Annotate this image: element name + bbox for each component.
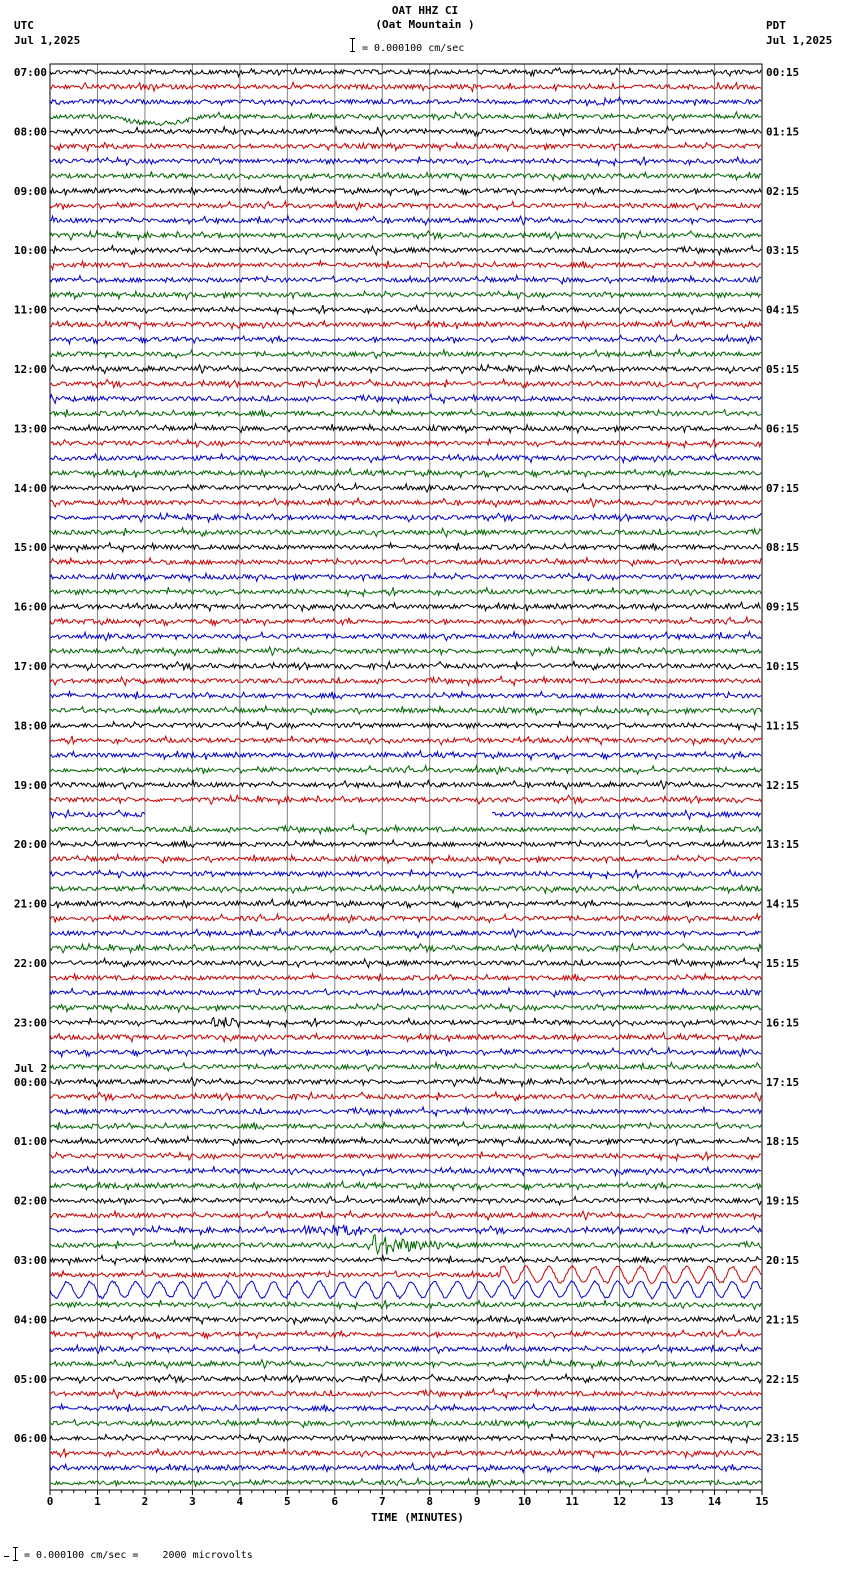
- x-tick-label: 4: [236, 1495, 244, 1508]
- seismic-trace: [50, 1330, 761, 1339]
- seismic-trace: [50, 1434, 761, 1443]
- seismic-trace: [50, 1374, 761, 1383]
- right-hour-label: 08:15: [766, 541, 800, 555]
- seismic-trace: [50, 275, 761, 284]
- seismic-trace: [50, 676, 761, 685]
- scale-label: = 0.000100 cm/sec: [362, 43, 465, 54]
- seismic-trace: [50, 1256, 761, 1265]
- x-tick-label: 2: [141, 1495, 149, 1508]
- left-hour-label: 08:00: [13, 125, 47, 139]
- seismic-trace: [50, 617, 761, 626]
- seismic-trace: [50, 587, 761, 596]
- right-hour-label: 00:15: [766, 66, 800, 79]
- seismic-trace: [50, 454, 761, 463]
- calibration-bar-icon: [4, 1547, 20, 1561]
- right-hour-label: 21:15: [766, 1313, 800, 1327]
- x-tick-label: 10: [518, 1495, 532, 1508]
- x-tick-label: 3: [189, 1495, 196, 1508]
- x-tick-label: 0: [46, 1495, 54, 1508]
- right-hour-label: 23:15: [766, 1432, 800, 1446]
- seismic-trace: [50, 974, 761, 982]
- seismic-trace: [50, 691, 761, 699]
- x-tick-label: 8: [426, 1495, 434, 1508]
- left-hour-label: 10:00: [13, 244, 47, 258]
- seismic-trace: [50, 602, 761, 611]
- seismic-trace: [50, 558, 761, 567]
- seismic-trace: [50, 736, 761, 745]
- seismic-trace: [50, 82, 761, 91]
- seismic-trace: [50, 661, 761, 670]
- right-timezone: PDT: [766, 19, 786, 32]
- seismic-trace: [50, 246, 761, 255]
- left-date: Jul 1,2025: [14, 34, 81, 47]
- right-hour-label: 14:15: [766, 897, 800, 911]
- seismic-trace: [50, 320, 761, 329]
- left-hour-label: 12:00: [13, 363, 47, 376]
- left-hour-label: 22:00: [13, 957, 47, 970]
- station-title: OAT HHZ CI: [391, 4, 459, 17]
- seismic-trace: [50, 1196, 761, 1205]
- seismic-trace: [50, 1166, 761, 1175]
- x-tick-label: 6: [331, 1495, 339, 1508]
- seismic-trace: [50, 958, 761, 967]
- seismic-trace: [50, 899, 761, 908]
- seismic-trace: [50, 1360, 761, 1369]
- seismic-trace: [50, 929, 761, 938]
- seismic-trace: [50, 1235, 761, 1255]
- seismic-trace: [50, 721, 761, 730]
- seismic-trace: [50, 1315, 761, 1324]
- seismic-trace: [50, 1033, 761, 1042]
- seismic-trace: [50, 143, 761, 151]
- x-tick-label: 7: [378, 1495, 386, 1508]
- seismic-trace: [50, 543, 761, 552]
- seismic-trace: [50, 869, 761, 878]
- seismic-trace: [50, 1404, 761, 1412]
- x-axis-label: TIME (MINUTES): [371, 1511, 464, 1524]
- date-change-label: Jul 2: [14, 1061, 48, 1075]
- seismic-trace: [50, 1062, 761, 1071]
- left-timezone: UTC: [14, 19, 34, 32]
- left-hour-label: 00:00: [13, 1075, 47, 1089]
- right-hour-label: 06:15: [766, 422, 800, 436]
- seismic-trace: [50, 647, 761, 656]
- seismic-trace: [50, 884, 761, 893]
- seismic-trace: [50, 1225, 761, 1236]
- seismic-trace: [50, 1211, 761, 1220]
- seismic-trace: [50, 855, 761, 864]
- seismic-trace: [50, 409, 761, 417]
- seismic-trace: [50, 394, 761, 403]
- seismic-trace: [50, 1345, 761, 1354]
- seismic-trace: [50, 469, 761, 478]
- seismic-trace: [50, 1464, 761, 1473]
- seismic-trace: [50, 1181, 761, 1190]
- right-hour-label: 03:15: [766, 244, 800, 258]
- seismic-trace: [50, 766, 761, 775]
- seismic-trace: [50, 573, 761, 581]
- seismic-trace: [50, 379, 761, 388]
- seismic-trace: [50, 112, 761, 126]
- seismic-trace: [50, 483, 761, 492]
- left-hour-label: 09:00: [13, 184, 47, 198]
- right-hour-label: 04:15: [766, 303, 800, 317]
- seismic-trace: [50, 1478, 761, 1487]
- left-hour-label: 19:00: [13, 778, 47, 792]
- left-hour-label: 15:00: [13, 541, 47, 555]
- seismic-trace: [50, 1092, 761, 1101]
- seismic-trace: [50, 528, 761, 537]
- left-hour-label: 07:00: [13, 66, 47, 79]
- right-hour-label: 22:15: [766, 1372, 800, 1386]
- right-hour-label: 10:15: [766, 660, 800, 673]
- x-tick-label: 12: [612, 1495, 627, 1508]
- seismic-trace: [50, 216, 761, 225]
- left-hour-label: 23:00: [13, 1016, 47, 1030]
- seismic-trace: [50, 810, 761, 819]
- left-hour-label: 13:00: [13, 422, 47, 436]
- right-hour-label: 13:15: [766, 838, 800, 852]
- x-tick-label: 11: [565, 1495, 579, 1508]
- seismic-trace: [50, 1122, 761, 1130]
- right-hour-label: 18:15: [766, 1135, 800, 1149]
- seismic-traces: [50, 68, 761, 1487]
- seismic-trace: [50, 1048, 761, 1057]
- seismic-trace: [50, 780, 761, 789]
- right-hour-label: 19:15: [766, 1194, 800, 1208]
- seismic-trace: [50, 305, 761, 314]
- left-hour-label: 05:00: [13, 1372, 47, 1386]
- seismic-trace: [50, 706, 761, 715]
- left-hour-label: 21:00: [13, 897, 47, 911]
- x-tick-label: 13: [660, 1495, 674, 1508]
- seismic-trace: [50, 825, 761, 834]
- seismic-trace: [50, 1107, 761, 1116]
- seismic-trace: [50, 261, 761, 270]
- right-hour-label: 09:15: [766, 600, 800, 614]
- left-hour-label: 03:00: [13, 1254, 47, 1267]
- seismic-trace: [50, 498, 761, 507]
- right-date: Jul 1,2025: [766, 34, 833, 47]
- calibration-label: = 0.000100 cm/sec = 2000 microvolts: [24, 1550, 253, 1561]
- seismic-trace: [50, 513, 761, 522]
- seismic-trace: [50, 1004, 761, 1012]
- left-hour-label: 01:00: [13, 1135, 47, 1149]
- station-location: (Oat Mountain ): [375, 18, 475, 31]
- seismic-trace: [50, 439, 761, 448]
- x-tick-label: 5: [284, 1495, 291, 1508]
- seismic-trace: [50, 988, 761, 997]
- x-tick-label: 9: [473, 1495, 481, 1508]
- plot-frame: [50, 64, 762, 1490]
- right-hour-label: 11:15: [766, 719, 800, 733]
- seismic-trace: [50, 1300, 761, 1309]
- seismic-trace: [50, 1137, 761, 1146]
- left-hour-label: 06:00: [13, 1432, 47, 1446]
- seismic-trace: [50, 424, 761, 433]
- right-hour-label: 16:15: [766, 1016, 800, 1030]
- seismic-trace: [50, 1281, 761, 1299]
- right-hour-label: 05:15: [766, 363, 800, 376]
- right-hour-label: 02:15: [766, 184, 800, 198]
- seismic-trace: [50, 365, 761, 374]
- seismic-trace: [50, 68, 761, 77]
- seismic-trace: [50, 1419, 761, 1428]
- left-hour-label: 04:00: [13, 1313, 47, 1327]
- seismic-trace: [50, 201, 761, 210]
- seismic-trace: [50, 350, 761, 359]
- seismic-trace: [50, 944, 761, 953]
- right-hour-label: 20:15: [766, 1254, 800, 1267]
- right-hour-label: 07:15: [766, 481, 800, 495]
- left-hour-label: 14:00: [13, 481, 47, 495]
- seismic-trace: [50, 97, 761, 106]
- seismic-trace: [50, 335, 761, 344]
- seismic-trace: [50, 1449, 761, 1458]
- left-hour-label: 16:00: [13, 600, 47, 614]
- left-hour-label: 20:00: [13, 838, 47, 852]
- left-hour-label: 02:00: [13, 1194, 47, 1208]
- seismic-trace: [50, 840, 761, 848]
- x-tick-label: 15: [755, 1495, 769, 1508]
- time-axis: [47, 1490, 769, 1508]
- seismic-trace: [50, 186, 761, 195]
- seismic-trace: [50, 1266, 761, 1284]
- right-hour-label: 12:15: [766, 778, 800, 792]
- seismic-trace: [50, 1152, 761, 1161]
- seismic-trace: [50, 795, 761, 804]
- x-tick-label: 14: [707, 1495, 722, 1508]
- left-hour-label: 17:00: [13, 660, 47, 673]
- seismic-trace: [50, 231, 761, 240]
- right-hour-label: 17:15: [766, 1075, 800, 1089]
- seismic-trace: [50, 1078, 761, 1087]
- x-tick-label: 1: [94, 1495, 101, 1508]
- time-grid: [50, 64, 762, 1490]
- seismic-trace: [50, 1017, 761, 1027]
- seismic-trace: [50, 632, 761, 641]
- right-hour-label: 15:15: [766, 957, 800, 970]
- seismic-trace: [50, 291, 761, 299]
- right-hour-label: 01:15: [766, 125, 800, 139]
- seismic-trace: [50, 127, 761, 136]
- seismic-trace: [50, 171, 761, 180]
- seismic-trace: [50, 751, 761, 760]
- seismic-trace: [50, 1389, 761, 1398]
- seismic-trace: [50, 157, 761, 166]
- left-hour-label: 11:00: [13, 303, 47, 317]
- seismic-trace: [50, 914, 761, 923]
- left-hour-label: 18:00: [13, 719, 47, 733]
